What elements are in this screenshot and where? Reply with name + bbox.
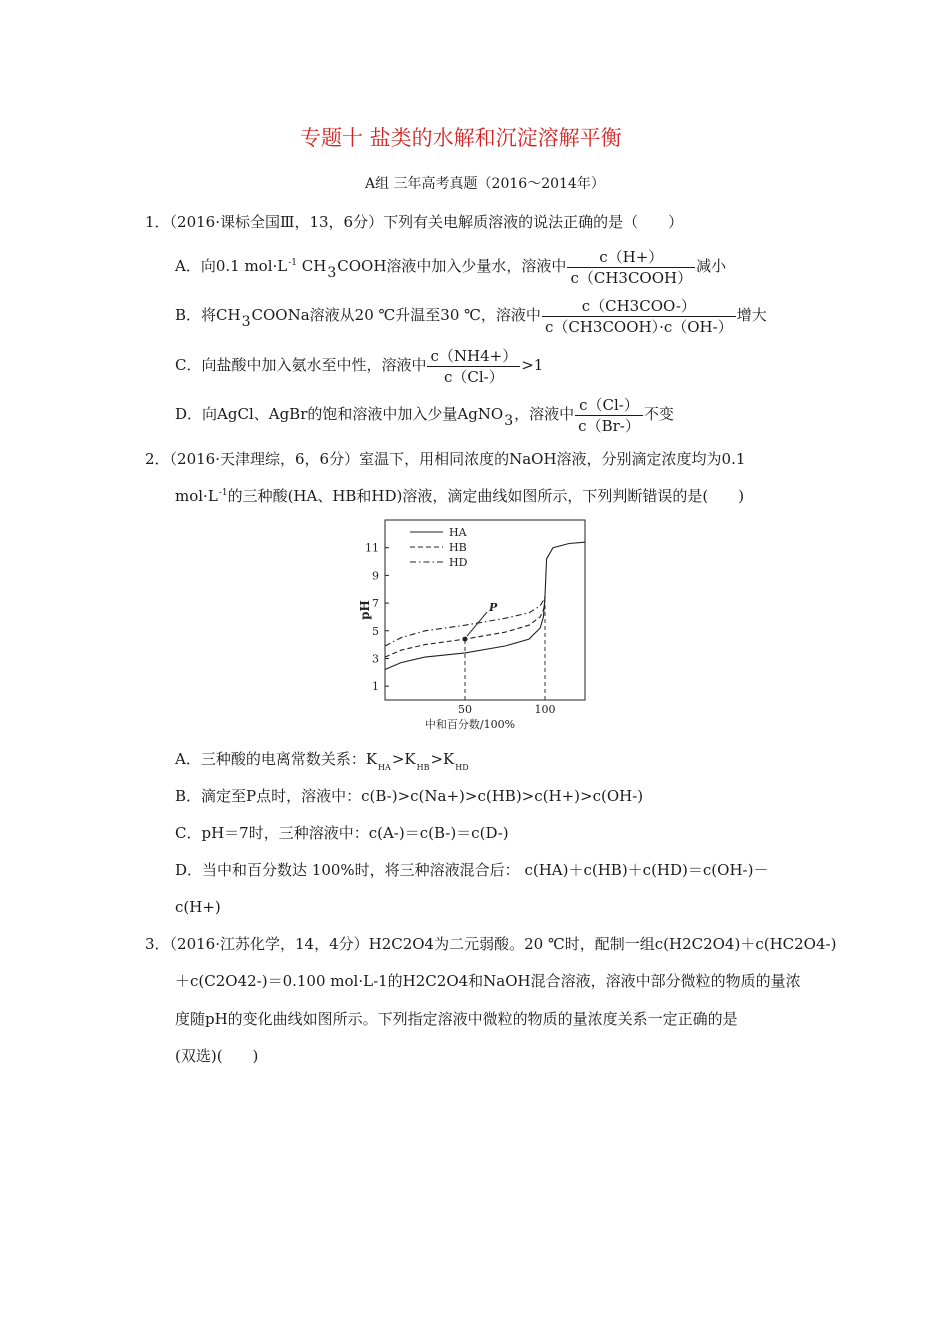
fraction: $\frac{\text{c（CH3COO-）}}{\text{c（CH3COOH）·c（OH-）}}$	[542, 296, 736, 337]
legend-label-hd: HD	[449, 556, 468, 569]
x-tick-label: 100	[534, 703, 556, 716]
legend-label-hb: HB	[449, 541, 467, 554]
section-subtitle: A组 三年高考真题（2016～2014年）	[365, 176, 605, 192]
q2-option-d: D．当中和百分数达 100%时，将三种溶液混合后： c(HA)＋c(HB)＋c(HD)＝c(OH-)－	[175, 861, 769, 879]
q1-option-a: A．向0.1 $mol\cdot L^{-1}$ CH3COOH溶液中加入少量水，溶液中 $\frac{c(H+)}{\text{c（CH3COOH）}}$ 减小	[175, 247, 727, 287]
q1-option-c: C．向盐酸中加入氨水至中性，溶液中 $\frac{c(NH4+)}{c(Cl-)}$ >1	[175, 346, 544, 386]
q3-stem-line3: 度随pH的变化曲线如图所示。下列指定溶液中微粒的物质的量浓度关系一定正确的是	[175, 1010, 738, 1028]
point-p	[463, 637, 468, 642]
x-axis-label: 中和百分数/100%	[424, 718, 516, 731]
x-tick-label: 50	[458, 703, 472, 716]
q1-stem: 1．（2016·课标全国Ⅲ，13，6分）下列有关电解质溶液的说法正确的是（ ）	[145, 213, 684, 231]
q2-option-c: C．pH＝7时，三种溶液中：c(A-)＝c(B-)＝c(D-)	[175, 824, 509, 842]
titration-chart	[355, 515, 600, 735]
y-tick-label: 9	[372, 569, 379, 583]
q2-option-a: A．三种酸的电离常数关系：$K_{HA}>K_{HB}>K_{HD}$	[175, 750, 469, 772]
q3-stem-line4: (双选)( )	[175, 1047, 259, 1065]
y-tick-label: 5	[372, 624, 379, 638]
q2-stem-line1: 2．（2016·天津理综，6，6分）室温下，用相同浓度的NaOH溶液，分别滴定浓度均为0.1	[145, 450, 746, 468]
q3-stem-line1: 3．（2016·江苏化学，14，4分）H2C2O4为二元弱酸。20 ℃时，配制一组c(H2C2O4)＋c(HC2O4-)	[145, 935, 837, 953]
q2-stem-line2: $mol\cdot L^{-1}$的三种酸(HA、HB和HD)溶液，滴定曲线如图所示，下列判断错误的是( )	[175, 487, 745, 505]
page-title: 专题十 盐类的水解和沉淀溶解平衡	[300, 126, 622, 150]
point-p-pointer	[467, 612, 487, 636]
q1-option-b: B．将CH3COONa溶液从20 ℃升温至30 ℃，溶液中 $\frac{\text{c（CH3COO-）}}{\text{c（CH3COOH）·c（OH-）}}$ 增大	[175, 296, 767, 336]
point-p-label: P	[489, 601, 498, 615]
y-tick-label: 7	[372, 597, 379, 611]
fraction: $\frac{c(NH4+)}{c(Cl-)}$	[427, 346, 520, 387]
q3-stem-line2: ＋c(C2O42-)＝0.100 mol·L-1的H2C2O4和NaOH混合溶液，溶液中部分微粒的物质的量浓	[175, 972, 801, 990]
legend-label-ha: HA	[449, 526, 467, 539]
q2-option-b: B．滴定至P点时，溶液中：c(B-)>c(Na+)>c(HB)>c(H+)>c(OH-)	[175, 787, 644, 805]
y-tick-label: 11	[365, 541, 379, 555]
y-tick-label: 3	[372, 652, 379, 666]
q1-option-d: D．向AgCl、AgBr的饱和溶液中加入少量AgNO3，溶液中 $\frac{c(Cl-)}{c(Br-)}$ 不变	[175, 395, 674, 435]
series-line-ha	[385, 542, 585, 669]
fraction: $\frac{c(H+)}{\text{c（CH3COOH）}}$	[567, 247, 695, 288]
y-axis-label: pH	[358, 600, 372, 620]
y-tick-label: 1	[372, 680, 379, 694]
fraction: $\frac{c(Cl-)}{c(Br-)}$	[575, 395, 643, 436]
q2-option-d-cont: c(H+)	[175, 898, 221, 916]
